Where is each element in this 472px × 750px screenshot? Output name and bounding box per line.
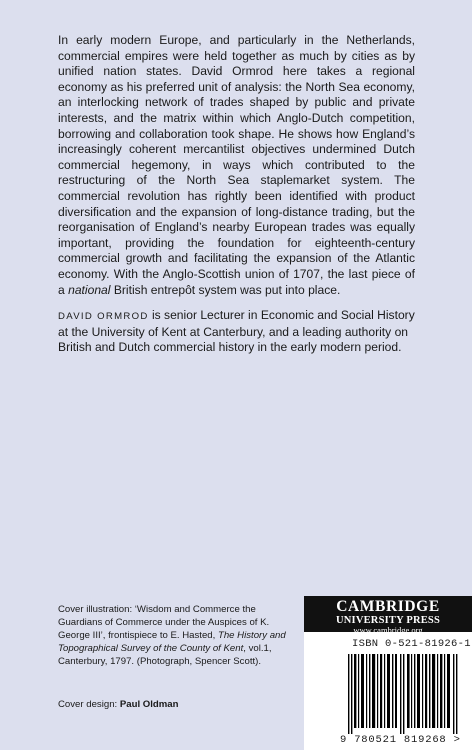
cover-illustration-credit	[58, 603, 293, 668]
publisher-name: CAMBRIDGE	[336, 598, 440, 615]
credit-text-end: , vol.1, Canterbury, 1797. (Photograph, Spencer Scott).	[58, 643, 272, 668]
publisher-logo	[304, 596, 472, 635]
cover-designer-name: Paul Oldman	[119, 699, 179, 710]
barcode	[348, 654, 460, 734]
cover-design-label: Cover design:	[58, 699, 120, 710]
publisher-subtitle: UNIVERSITY PRESS	[335, 615, 441, 626]
blurb-text-end: British entrepôt system was put into place.	[110, 282, 341, 297]
author-name: DAVID ORMROD	[58, 311, 149, 322]
back-cover-blurb	[58, 33, 415, 298]
author-bio	[58, 308, 415, 356]
publisher-block	[304, 596, 472, 750]
blurb-emphasis: national	[68, 282, 111, 297]
barcode-number: 9 780521 819268 >	[340, 734, 461, 746]
author-bio-text: is senior Lecturer in Economic and Social History at the University of Kent at Canterbury, and a leading authority on British and Dutch commercial history in the early modern period.	[58, 308, 415, 355]
blurb-text: In early modern Europe, and particularly in the Netherlands, commercial empires were held together as much by cities as by unified nation states. David Ormrod here takes a regional economy as his preferred unit of analysis: the North Sea economy, an interlocking network of trades shaped by public and private interests, and the matrix within which Anglo-Dutch competition, borrowing and collaboration took shape. He shows how England’s increasingly coherent mercantilist objectives undermined Dutch commercial hegemony, in ways which contributed to the restructuring of the North Sea staplemarket system. The commercial revolution has rightly been identified with product diversification and the expansion of long-distance trading, but the reorganisation of England’s nearby European trades was equally important, providing the foundation for eighteenth-century commercial growth and facilitating the expansion of the Atlantic economy. With the Anglo-Scottish union of 1707, the last piece of a	[58, 33, 415, 297]
isbn-label: ISBN 0-521-81926-1	[352, 638, 471, 650]
credit-text: Cover illustration: ‘Wisdom and Commerce the Guardians of Commerce under the Auspices of K. George III’, frontispiece to E. Hasted,	[58, 604, 270, 642]
credit-book-title: The History and Topographical Survey of the County of Kent	[58, 630, 286, 655]
publisher-url: www.cambridge.org	[353, 625, 423, 635]
cover-design-credit	[58, 699, 179, 710]
